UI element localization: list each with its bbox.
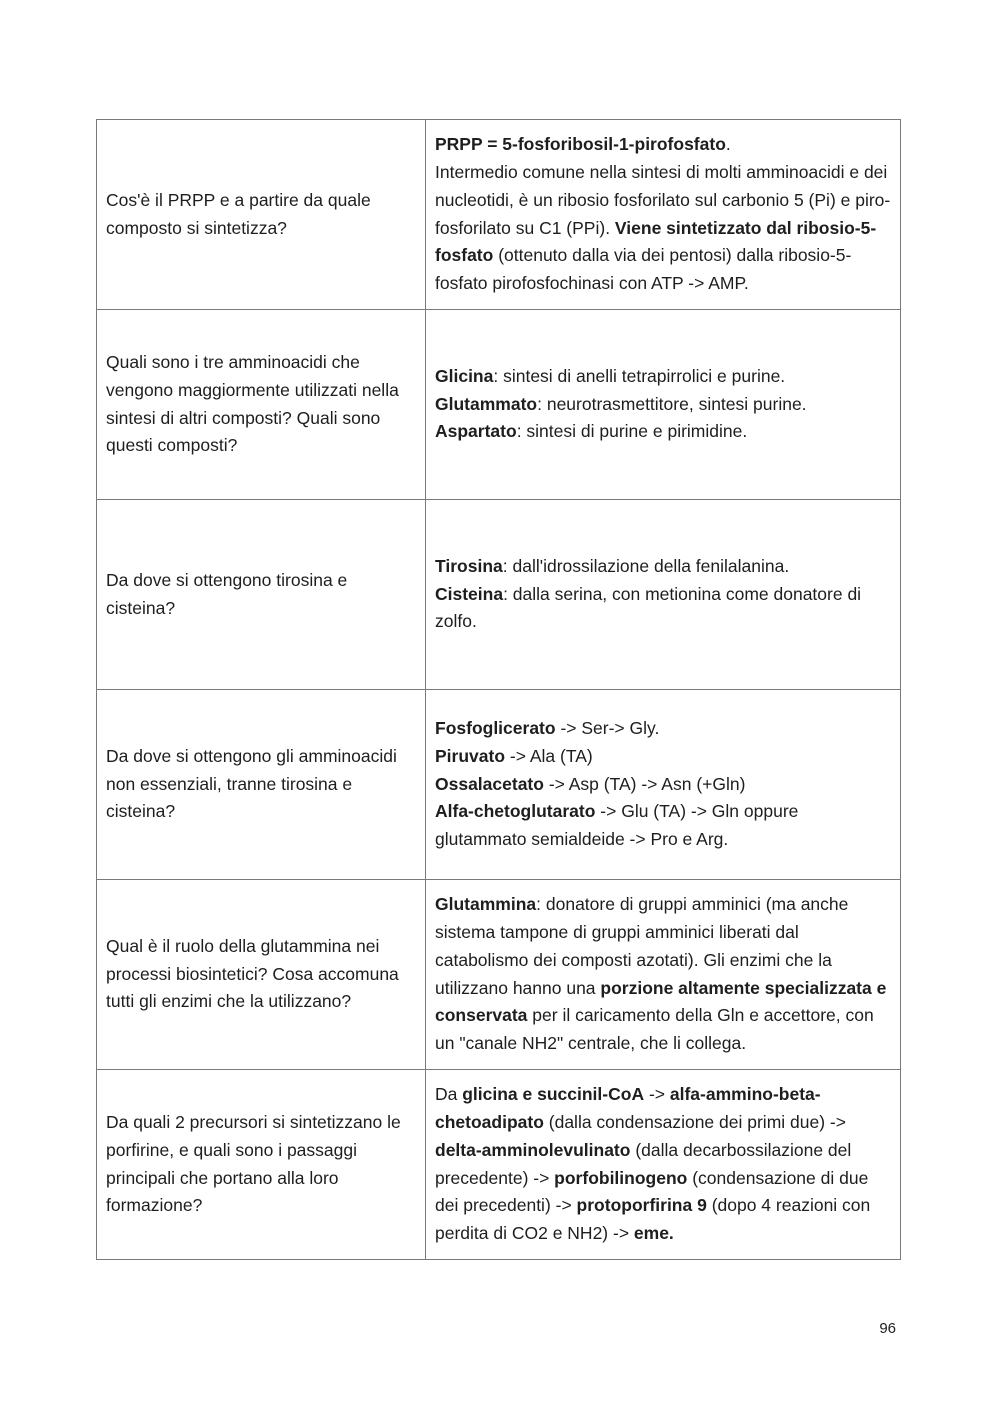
answer-text: : neurotrasmettitore, sintesi purine. — [537, 393, 807, 414]
answer-bold-text: Aspartato — [435, 421, 517, 442]
answer-line — [435, 715, 892, 743]
question-cell: Da dove si ottengono gli amminoacidi non essenziali, tranne tirosina e cisteina? — [97, 690, 426, 880]
answer-line — [435, 363, 892, 391]
answer-text: -> Ser-> Gly. — [555, 718, 660, 739]
answer-cell — [426, 880, 901, 1070]
answer-cell — [426, 120, 901, 310]
answer-bold-text: Alfa-chetoglutarato — [435, 801, 596, 822]
answer-bold-text: Ossalacetato — [435, 773, 544, 794]
page-number: 96 — [879, 1320, 896, 1337]
question-cell: Quali sono i tre amminoacidi che vengono maggiormente utilizzati nella sintesi di altri composti? Quali sono questi composti? — [97, 310, 426, 500]
answer-text: . — [725, 134, 731, 155]
qa-table-body — [97, 120, 901, 1260]
answer-bold-text: Cisteina — [435, 583, 504, 604]
question-cell: Da dove si ottengono tirosina e cisteina? — [97, 500, 426, 690]
answer-line — [435, 771, 892, 799]
answer-line — [435, 891, 892, 1057]
table-row — [97, 500, 901, 690]
answer-bold-text: porzione altamente specializzata e conservata — [435, 977, 887, 1026]
answer-line — [435, 798, 892, 853]
qa-table — [96, 119, 901, 1260]
answer-text: per il caricamento della Gln e accettore, con un "canale NH2" centrale, che li collega. — [435, 1005, 874, 1053]
question-cell: Cos'è il PRPP e a partire da quale composto si sintetizza? — [97, 120, 426, 310]
answer-text: (dalla decarbossilazione del precedente) -> — [435, 1139, 852, 1188]
answer-bold-text: porfobilinogeno — [554, 1167, 688, 1188]
answer-text: : dalla serina, con metionina come donatore di zolfo. — [435, 583, 862, 632]
question-cell: Da quali 2 precursori si sintetizzano le porfirine, e quali sono i passaggi principali che portano alla loro formazione? — [97, 1070, 426, 1260]
table-row — [97, 310, 901, 500]
answer-line — [435, 418, 892, 446]
answer-text: -> Glu (TA) -> Gln oppure glutammato semialdeide -> Pro e Arg. — [435, 801, 799, 850]
answer-bold-text: Viene sintetizzato dal ribosio-5-fosfato — [435, 217, 877, 266]
answer-text: -> Asp (TA) -> Asn (+Gln) — [543, 773, 746, 794]
answer-text: (condensazione di due dei precedenti) -> — [435, 1167, 869, 1216]
answer-line — [435, 743, 892, 771]
answer-bold-text: Fosfoglicerato — [435, 718, 556, 739]
answer-line — [435, 553, 892, 581]
answer-bold-text: Tirosina — [435, 555, 503, 576]
answer-text: : donatore di gruppi amminici (ma anche sistema tampone di gruppi amminici liberati dal catabolismo dei composti azotati). Gli enzimi che la utilizzano hanno una — [435, 894, 849, 998]
answer-cell — [426, 310, 901, 500]
question-cell: Qual è il ruolo della glutammina nei processi biosintetici? Cosa accomuna tutti gli enzimi che la utilizzano? — [97, 880, 426, 1070]
answer-text: (ottenuto dalla via dei pentosi) dalla ribosio-5-fosfato pirofosfochinasi con ATP -> AMP. — [435, 245, 852, 293]
table-row — [97, 880, 901, 1070]
answer-text: (dopo 4 reazioni con perdita di CO2 e NH2) -> — [435, 1195, 871, 1243]
answer-bold-text: delta-amminolevulinato — [435, 1139, 631, 1160]
answer-text: : sintesi di anelli tetrapirrolici e purine. — [493, 365, 786, 386]
answer-line — [435, 391, 892, 419]
answer-text: Intermedio comune nella sintesi di molti amminoacidi e dei nucleotidi, è un ribosio fosforilato sul carbonio 5 (Pi) e piro-fosforilato su C1 (PPi). — [435, 162, 891, 238]
answer-cell — [426, 500, 901, 690]
answer-bold-text: alfa-ammino-beta-chetoadipato — [435, 1084, 821, 1133]
answer-text: Da — [435, 1084, 463, 1105]
answer-bold-text: glicina e succinil-CoA — [462, 1084, 645, 1105]
answer-line — [435, 131, 892, 159]
answer-cell — [426, 690, 901, 880]
answer-bold-text: eme. — [633, 1222, 674, 1243]
answer-line — [435, 581, 892, 636]
answer-text: -> Ala (TA) — [505, 745, 593, 766]
answer-line — [435, 1081, 892, 1247]
answer-bold-text: Glutammato — [435, 393, 538, 414]
answer-text: : sintesi di purine e pirimidine. — [516, 421, 748, 442]
answer-text: (dalla condensazione dei primi due) -> — [543, 1112, 846, 1133]
answer-line — [435, 159, 892, 298]
answer-bold-text: protoporfirina 9 — [576, 1195, 707, 1216]
table-row — [97, 1070, 901, 1260]
answer-bold-text: Piruvato — [435, 745, 506, 766]
answer-bold-text: Glutammina — [435, 894, 537, 915]
answer-bold-text: PRPP = 5-fosforibosil-1-pirofosfato — [435, 134, 726, 155]
answer-text: -> — [644, 1084, 670, 1105]
table-row — [97, 120, 901, 310]
answer-text: : dall'idrossilazione della fenilalanina. — [502, 555, 790, 576]
table-row — [97, 690, 901, 880]
answer-bold-text: Glicina — [435, 365, 494, 386]
answer-cell — [426, 1070, 901, 1260]
